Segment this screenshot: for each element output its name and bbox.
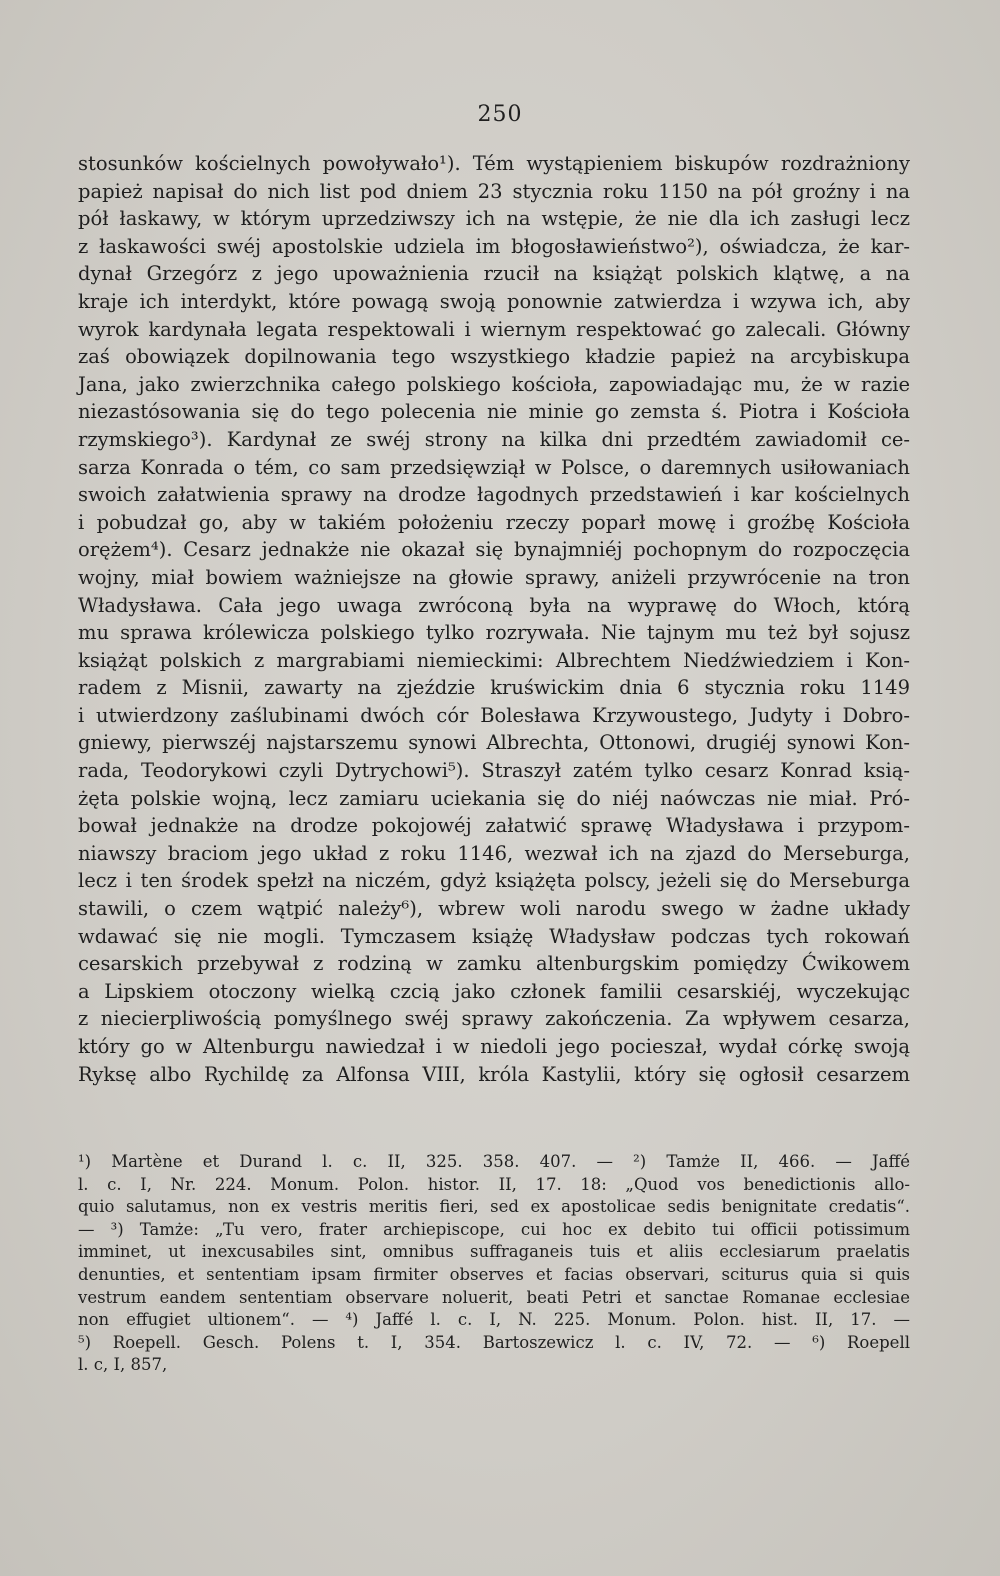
text-line: wyrok kardynała legata respektowali i wiernym respektować go zalecali. Główny (78, 317, 910, 341)
text-line: cesarskich przebywał z rodziną w zamku altenburgskim pomiędzy Ćwikowem (78, 952, 910, 976)
text-line: niawszy braciom jego układ z roku 1146, wezwał ich na zjazd do Merseburga, (78, 841, 910, 865)
text-line: dynał Grzegórz z jego upoważnienia rzucił na książąt polskich klątwę, a na (78, 262, 910, 286)
text-line: rzymskiego³). Kardynał ze swéj strony na kilka dni przedtém zawiadomił ce- (78, 427, 910, 451)
text-line: stawili, o czem wątpić należy⁶), wbrew woli narodu swego w żadne układy (78, 897, 910, 921)
footnote-line: — ³) Tamże: „Tu vero, frater archiepiscope, cui hoc ex debito tui officii potissimum (78, 1219, 910, 1239)
text-line: z łaskawości swéj apostolskie udziela im błogosławieństwo²), oświadcza, że kar- (78, 234, 910, 258)
text-line: z niecierpliwością pomyślnego swéj sprawy zakończenia. Za wpływem cesarza, (78, 1007, 910, 1031)
footnote-line: denunties, et sententiam ipsam firmiter observes et facias observari, sciturus quia si quis (78, 1264, 910, 1284)
text-line: gniewy, pierwszéj najstarszemu synowi Albrechta, Ottonowi, drugiéj synowi Kon- (78, 731, 910, 755)
text-line: pół łaskawy, w którym uprzedziwszy ich na wstępie, że nie dla ich zasługi lecz (78, 207, 910, 231)
text-line: Ryksę albo Rychildę za Alfonsa VIII, króla Kastylii, który się ogłosił cesarzem (78, 1062, 910, 1086)
text-line: bował jednakże na drodze pokojowéj załatwić sprawę Władysława i przypom- (78, 814, 910, 838)
text-line: i utwierdzony zaślubinami dwóch cór Bolesława Krzywoustego, Judyty i Dobro- (78, 703, 910, 727)
footnote-line: imminet, ut inexcusabiles sint, omnibus suffraganeis tuis et aliis ecclesiarum praelatis (78, 1242, 910, 1262)
text-line: a Lipskiem otoczony wielką czcią jako członek familii cesarskiéj, wyczekując (78, 979, 910, 1003)
text-line: który go w Altenburgu nawiedzał i w niedoli jego pocieszał, wydał córkę swoją (78, 1035, 910, 1058)
footnote-line: l. c, I, 857, (78, 1355, 168, 1375)
footnotes (78, 1151, 910, 1377)
text-line: wdawać się nie mogli. Tymczasem książę Władysław podczas tych rokowań (78, 924, 910, 948)
page-number: 250 (477, 102, 523, 127)
text-line: żęta polskie wojną, lecz zamiaru uciekania się do niéj naówczas nie miał. Pró- (78, 786, 910, 810)
footnote-line: ⁵) Roepell. Gesch. Polens t. I, 354. Bartoszewicz l. c. IV, 72. — ⁶) Roepell (78, 1332, 910, 1352)
footnote-line: l. c. I, Nr. 224. Monum. Polon. histor. II, 17. 18: „Quod vos benedictionis allo- (78, 1174, 910, 1194)
main-text (78, 150, 910, 1088)
footnote-line: quio salutamus, non ex vestris meritis fieri, sed ex apostolicae sedis benignitate credatis“. (78, 1197, 910, 1217)
text-line: radem z Misnii, zawarty na zjeździe kruświckim dnia 6 stycznia roku 1149 (78, 676, 910, 700)
footnote-line: ¹) Martène et Durand l. c. II, 325. 358. 407. — ²) Tamże II, 466. — Jaffé (78, 1152, 910, 1171)
text-line: i pobudzał go, aby w takiém położeniu rzeczy poparł mowę i groźbę Kościoła (78, 510, 910, 534)
text-line: Władysława. Cała jego uwaga zwróconą była na wyprawę do Włoch, którą (78, 593, 910, 617)
text-line: stosunków kościelnych powoływało¹). Tém wystąpieniem biskupów rozdrażniony (78, 152, 910, 175)
footnote-line: vestrum eandem sententiam observare noluerit, beati Petri et sanctae Romanae ecclesiae (78, 1287, 910, 1307)
text-line: orężem⁴). Cesarz jednakże nie okazał się bynajmniéj pochopnym do rozpoczęcia (78, 538, 910, 562)
text-line: rada, Teodorykowi czyli Dytrychowi⁵). Straszył zatém tylko cesarz Konrad ksią- (78, 759, 910, 783)
text-line: sarza Konrada o tém, co sam przedsięwziął w Polsce, o daremnych usiłowaniach (78, 455, 910, 479)
text-line: wojny, miał bowiem ważniejsze na głowie sprawy, aniżeli przywrócenie na tron (78, 565, 910, 589)
text-line: swoich załatwienia sprawy na drodze łagodnych przedstawień i kar kościelnych (78, 483, 910, 507)
text-line: niezastósowania się do tego polecenia nie minie go zemsta ś. Piotra i Kościoła (78, 400, 910, 424)
text-line: papież napisał do nich list pod dniem 23 stycznia roku 1150 na pół groźny i na (78, 179, 910, 203)
text-line: Jana, jako zwierzchnika całego polskiego kościoła, zapowiadając mu, że w razie (78, 372, 910, 396)
text-line: kraje ich interdykt, które powagą swoją ponownie zatwierdza i wzywa ich, aby (78, 289, 910, 313)
text-line: zaś obowiązek dopilnowania tego wszystkiego kładzie papież na arcybiskupa (78, 345, 910, 369)
text-line: lecz i ten środek spełzł na niczém, gdyż książęta polscy, jeżeli się do Merseburga (78, 869, 910, 893)
text-line: mu sprawa królewicza polskiego tylko rozrywała. Nie tajnym mu też był sojusz (78, 621, 910, 645)
text-line: książąt polskich z margrabiami niemieckimi: Albrechtem Niedźwiedziem i Kon- (78, 648, 910, 672)
footnote-line: non effugiet ultionem“. — ⁴) Jaffé l. c. I, N. 225. Monum. Polon. hist. II, 17. — (78, 1310, 910, 1330)
